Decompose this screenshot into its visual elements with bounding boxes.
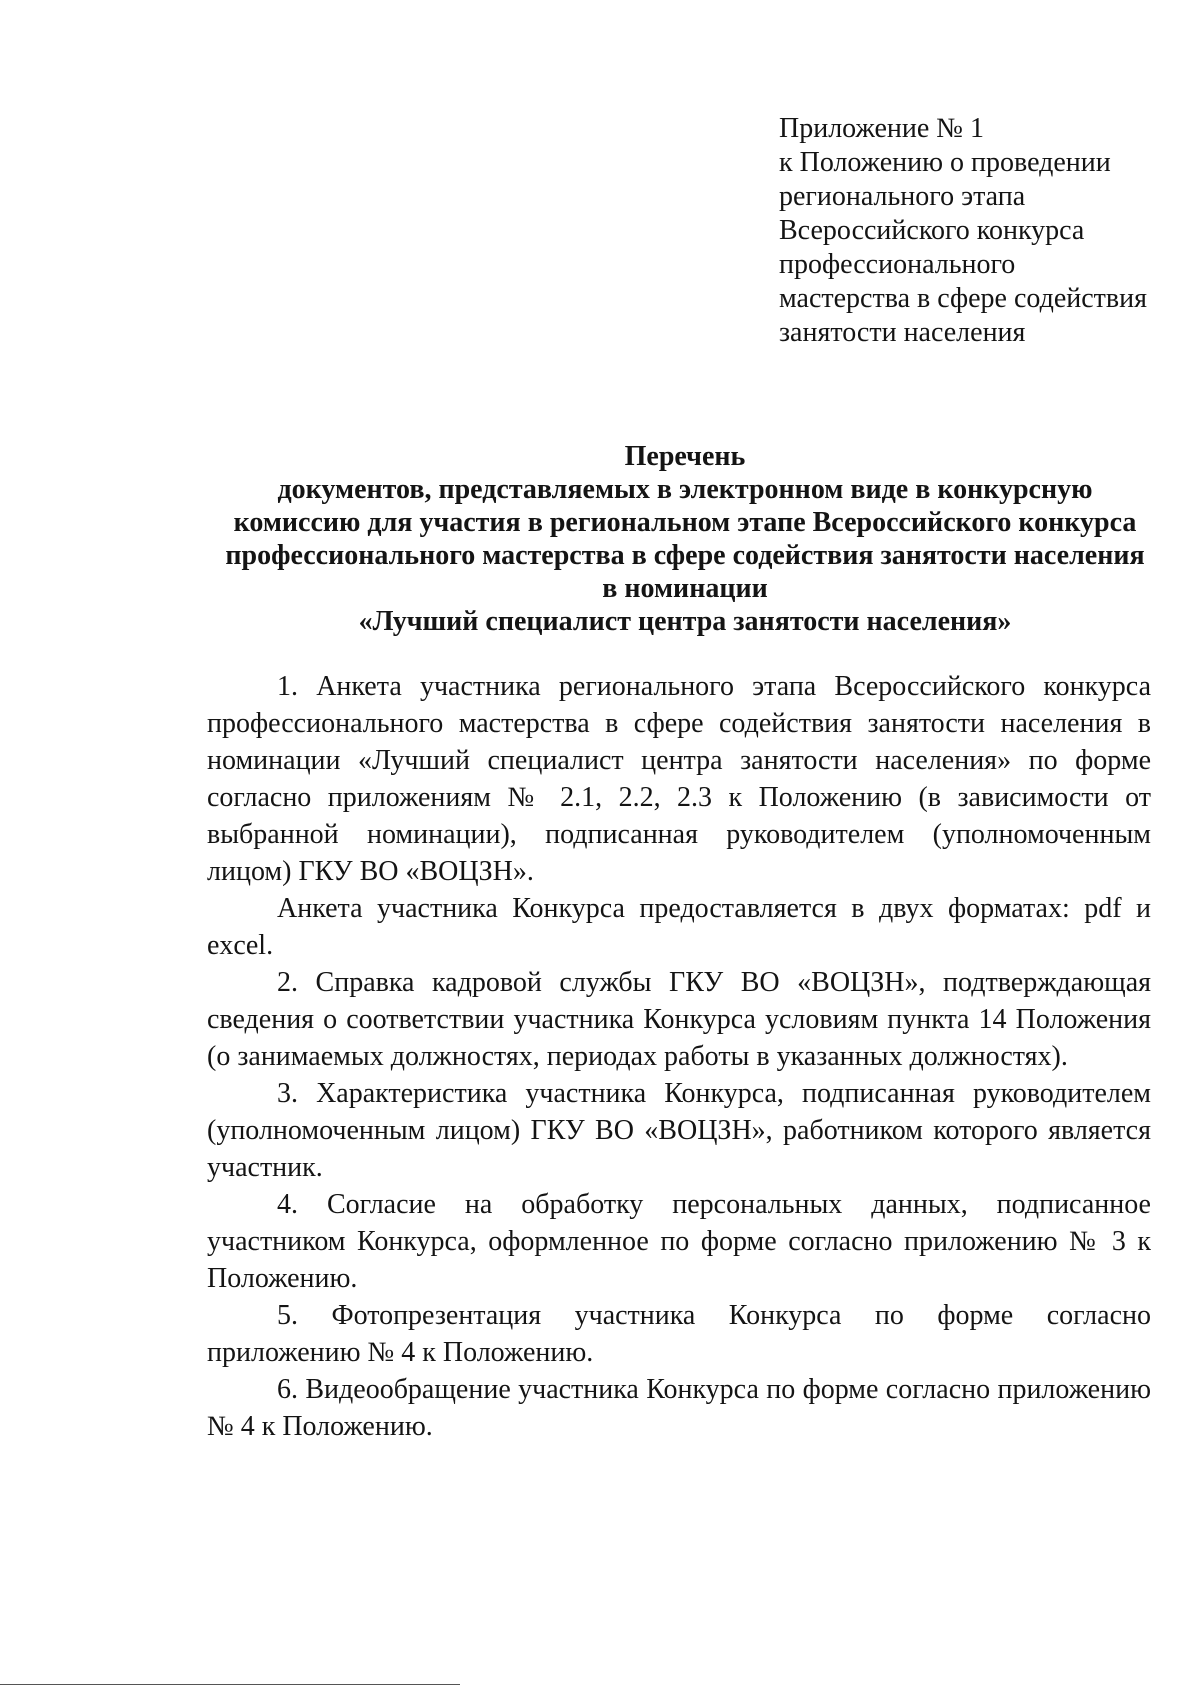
appendix-header xyxy=(779,112,1169,350)
appendix-line: регионального этапа xyxy=(779,181,1026,212)
appendix-line: к Положению о проведении xyxy=(779,147,1111,178)
footer-divider xyxy=(0,1684,460,1685)
list-item: 4. Согласие на обработку персональных данных, подписанное участником Конкурса, оформленное по форме согласно приложению № 3 к Положению. xyxy=(207,1189,1151,1294)
appendix-line: профессионального xyxy=(779,249,1016,280)
title-line: профессионального мастерства в сфере содействия занятости населения xyxy=(225,540,1145,571)
list-item: 1. Анкета участника регионального этапа Всероссийского конкурса профессионального мастерства в сфере содействия занятости населения в номинации «Лучший специалист центра занятости населения» по форме согласно приложениям № 2.1, 2.2, 2.3 к Положению (в зависимости от выбранной номинации), подписанная руководителем (уполномоченным лицом) ГКУ ВО «ВОЦЗН». xyxy=(207,671,1151,887)
document-title xyxy=(190,440,1180,638)
title-line: в номинации xyxy=(602,573,768,604)
title-line: документов, представляемых в электронном виде в конкурсную xyxy=(277,474,1093,505)
title-line: комиссию для участия в региональном этапе Всероссийского конкурса xyxy=(233,507,1137,538)
appendix-line: мастерства в сфере содействия xyxy=(779,283,1148,314)
list-item: 3. Характеристика участника Конкурса, подписанная руководителем (уполномоченным лицом) ГКУ ВО «ВОЦЗН», работником которого является участник. xyxy=(207,1078,1151,1183)
list-item: 6. Видеообращение участника Конкурса по форме согласно приложению № 4 к Положению. xyxy=(207,1374,1151,1442)
appendix-line: Всероссийского конкурса xyxy=(779,215,1085,246)
title-line: «Лучший специалист центра занятости населения» xyxy=(358,606,1012,637)
document-body xyxy=(207,668,1151,1445)
appendix-line: занятости населения xyxy=(779,317,1026,348)
list-item: 2. Справка кадровой службы ГКУ ВО «ВОЦЗН», подтверждающая сведения о соответствии участника Конкурса условиям пункта 14 Положения (о занимаемых должностях, периодах работы в указанных должностях). xyxy=(207,967,1151,1072)
list-item: 5. Фотопрезентация участника Конкурса по форме согласно приложению № 4 к Положению. xyxy=(207,1300,1151,1368)
title-line: Перечень xyxy=(624,441,746,472)
appendix-line: Приложение № 1 xyxy=(779,113,984,144)
list-item: Анкета участника Конкурса предоставляется в двух форматах: pdf и excel. xyxy=(207,893,1151,961)
